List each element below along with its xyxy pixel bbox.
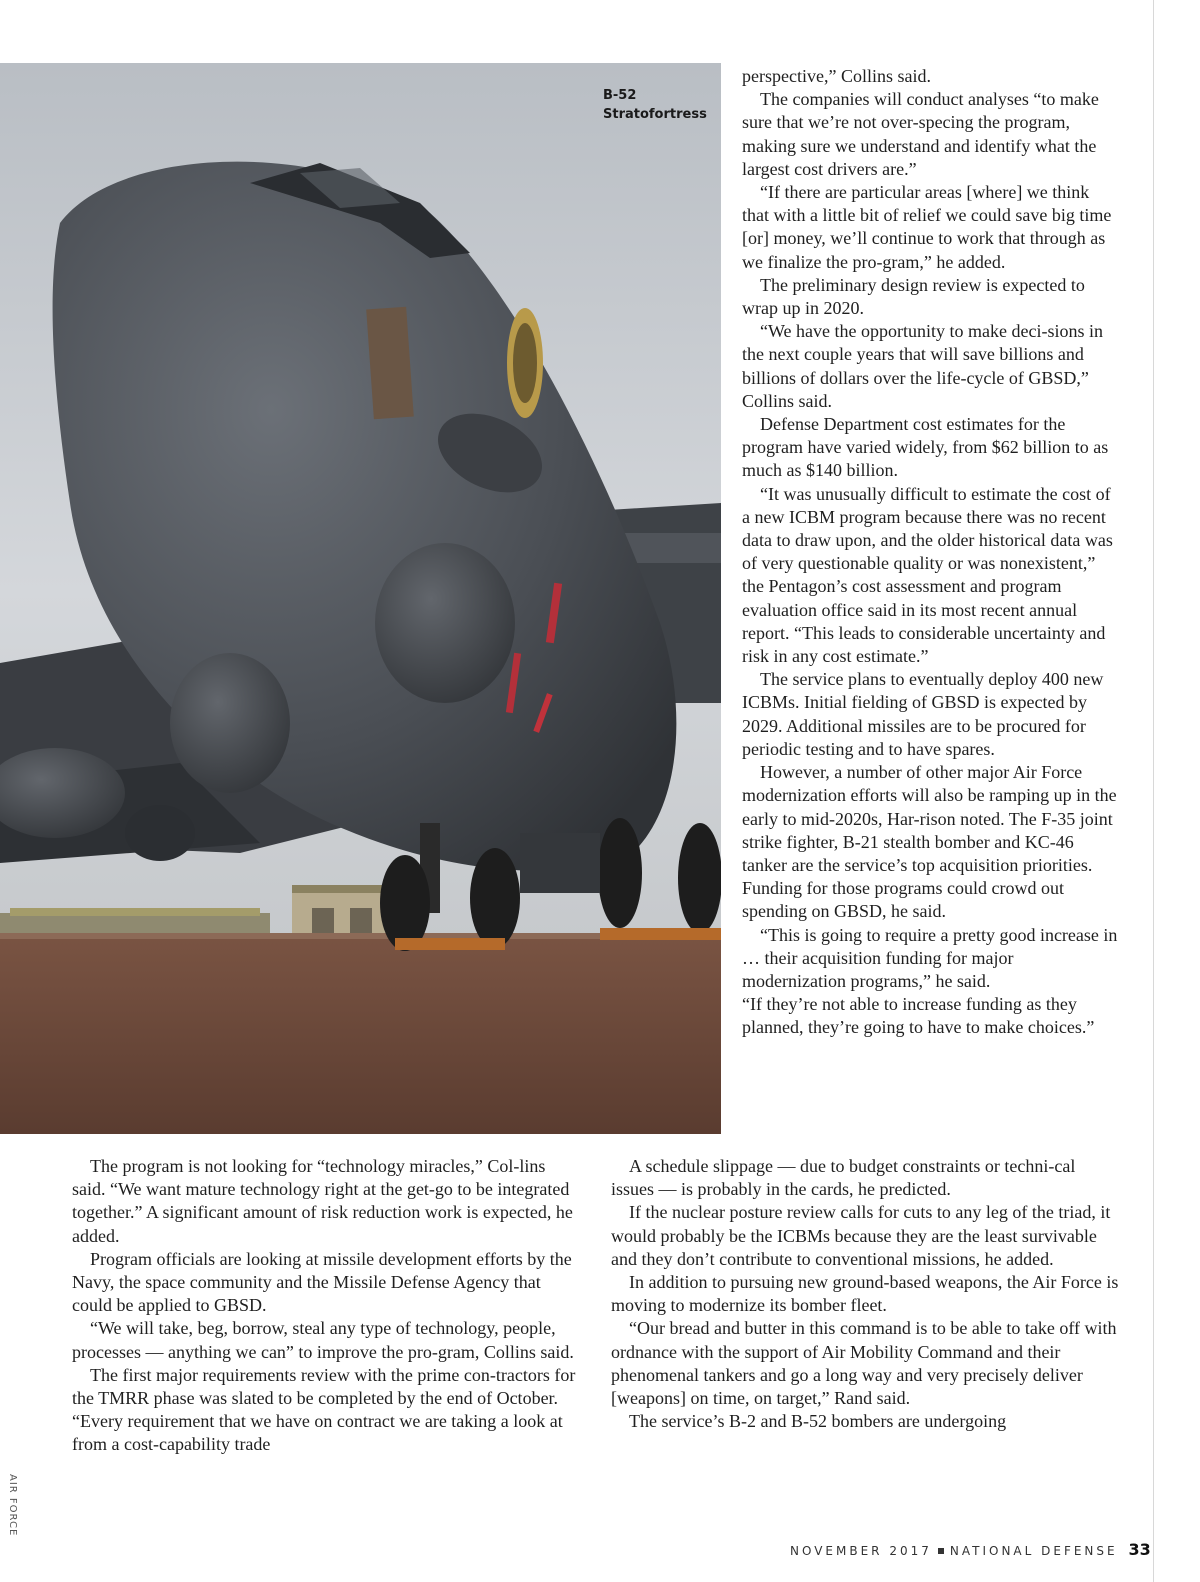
- paragraph: “We will take, beg, borrow, steal any type of technology, people, processes — anything we can” to improve the pro-gram, Collins said.: [72, 1318, 574, 1362]
- footer-separator: [938, 1548, 944, 1554]
- paragraph: “If they’re not able to increase funding as they planned, they’re going to have to make choices.”: [742, 994, 1095, 1038]
- paragraph: Defense Department cost estimates for the program have varied widely, from $62 billion to as much as $140 billion.: [742, 414, 1109, 481]
- footer-date: NOVEMBER 2017: [790, 1544, 932, 1558]
- footer-publication: NATIONAL DEFENSE: [949, 1544, 1118, 1558]
- paragraph: The program is not looking for “technology miracles,” Col-lins said. “We want mature technology right at the get-go to be integrated together.” A significant amount of risk reduction work is expected, he added.: [72, 1156, 573, 1246]
- paragraph: Program officials are looking at missile development efforts by the Navy, the space community and the Missile Defense Agency that could be applied to GBSD.: [72, 1248, 572, 1316]
- paragraph: perspective,” Collins said.: [742, 66, 931, 86]
- page-number: 33: [1128, 1540, 1151, 1559]
- paragraph: A schedule slippage — due to budget constraints or techni-cal issues — is probably in the cards, he predicted.: [611, 1156, 1076, 1200]
- paragraph: “Our bread and butter in this command is to be able to take off with ordnance with the support of Air Mobility Command and their phenomenal tankers and go a long way and very precisely deliver [weapons] on time, on target,” Rand said.: [611, 1318, 1117, 1409]
- paragraph: The service plans to eventually deploy 400 new ICBMs. Initial fielding of GBSD is expected by 2029. Additional missiles are to be procured for periodic testing and to have spares.: [742, 669, 1104, 759]
- photo-caption: [603, 86, 713, 124]
- paragraph: The preliminary design review is expected to wrap up in 2020.: [742, 274, 1085, 319]
- paragraph: However, a number of other major Air Force modernization efforts will also be ramping up in the early to mid-2020s, Har-rison noted. The F-35 joint strike fighter, B-21 stealth bomber and KC-46 tanker are the service’s top acquisition priorities. Funding for those programs could crowd out spending on GBSD, he said.: [742, 762, 1117, 922]
- b52-bomber-photo-icon: [0, 63, 721, 1134]
- column-right-top: [742, 65, 1120, 1040]
- paragraph: The first major requirements review with the prime con-tractors for the TMRR phase was slated to be completed by the end of October. “Every requirement that we have on contract we are taking a look at from a cost-capability trade: [72, 1364, 576, 1455]
- paragraph: In addition to pursuing new ground-based weapons, the Air Force is moving to modernize its bomber fleet.: [611, 1272, 1119, 1316]
- b52-photo: [0, 63, 721, 1134]
- paragraph: The companies will conduct analyses “to make sure that we’re not over-specing the program, making sure we understand and identify what the largest cost drivers are.”: [742, 89, 1099, 179]
- paragraph: “We have the opportunity to make deci-sions in the next couple years that will save billions and billions of dollars over the life-cycle of GBSD,” Collins said.: [742, 321, 1103, 411]
- caption-line-1: B-52: [603, 88, 637, 103]
- paragraph: “This is going to require a pretty good increase in … their acquisition funding for major modernization programs,” he said.: [742, 924, 1118, 991]
- photo-credit: AIR FORCE: [7, 1474, 18, 1537]
- paragraph: If the nuclear posture review calls for cuts to any leg of the triad, it would probably be the ICBMs because they are the least survivable and they don’t contribute to conventional missions, he added.: [611, 1202, 1111, 1269]
- caption-line-2: Stratofortress: [603, 107, 707, 122]
- column-right-bottom: [611, 1155, 1121, 1433]
- column-left: [72, 1155, 577, 1457]
- paragraph: “If there are particular areas [where] we think that with a little bit of relief we could save big time [or] money, we’ll continue to work that through as we finalize the pro-gram,” he added.: [742, 182, 1112, 272]
- page-footer: [790, 1540, 1151, 1559]
- page-edge-divider: [1153, 0, 1154, 1582]
- paragraph: The service’s B-2 and B-52 bombers are undergoing: [629, 1411, 1007, 1432]
- paragraph: “It was unusually difficult to estimate the cost of a new ICBM program because there was no recent data to draw upon, and the older historical data was of very questionable quality or was nonexistent,” the Pentagon’s cost assessment and program evaluation office said in its most recent annual report. “This leads to considerable uncertainty and risk in any cost estimate.”: [742, 483, 1113, 667]
